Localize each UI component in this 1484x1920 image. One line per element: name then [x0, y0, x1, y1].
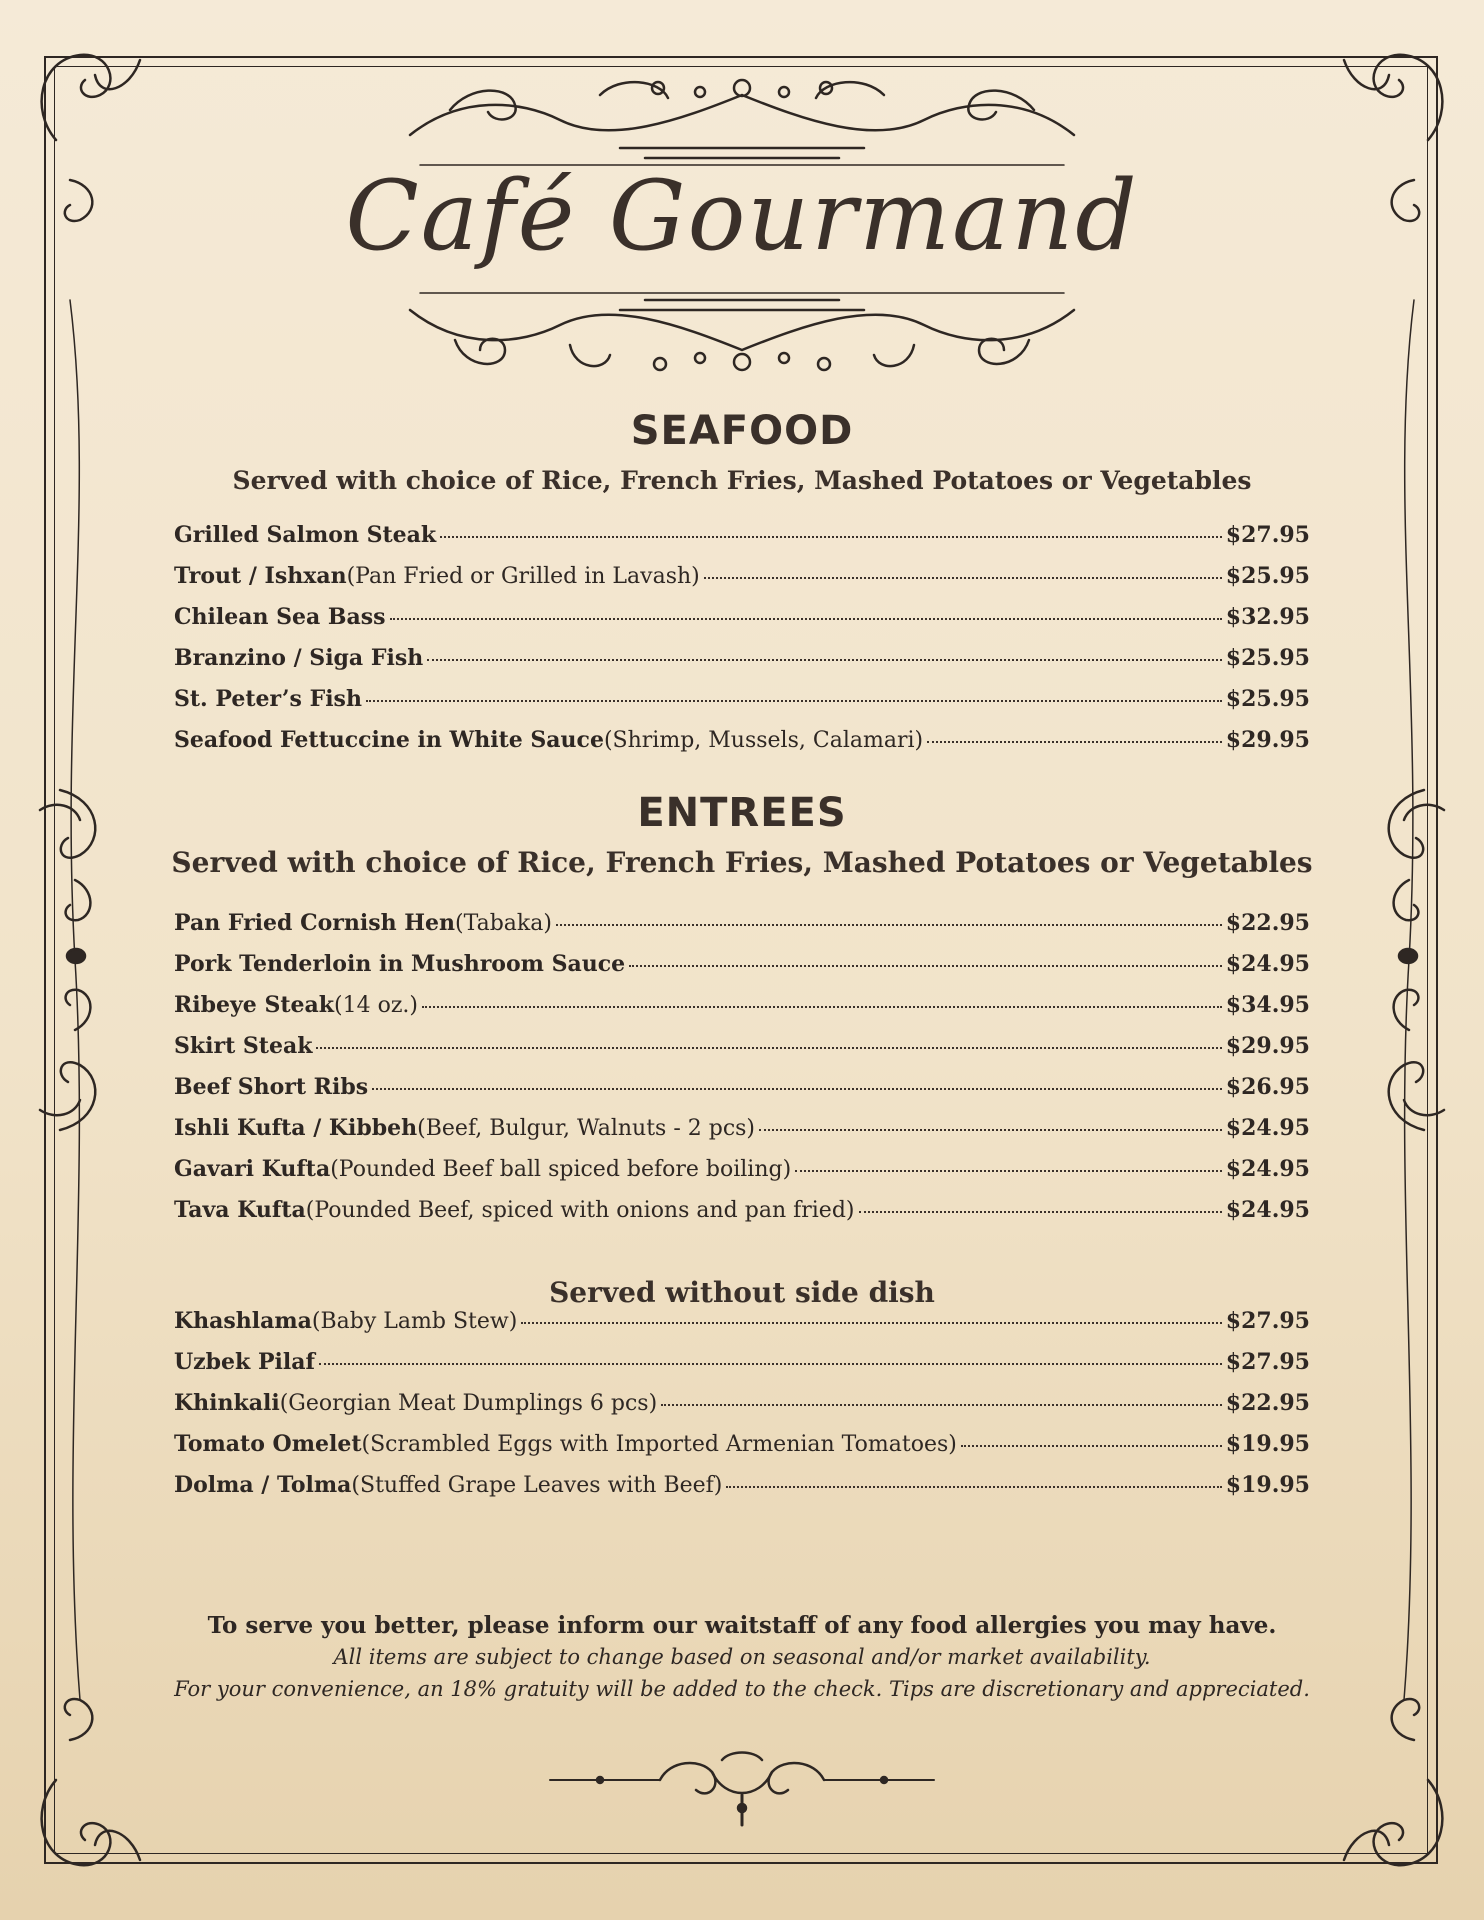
dot-leader	[316, 1047, 1221, 1049]
restaurant-name: Café Gourmand	[345, 160, 1139, 272]
item-price: $24.95	[1225, 951, 1310, 977]
menu-item	[174, 1115, 1310, 1156]
item-price: $27.95	[1225, 522, 1310, 548]
item-price: $26.95	[1225, 1074, 1310, 1100]
item-price: $34.95	[1225, 992, 1310, 1018]
item-price: $29.95	[1225, 727, 1310, 753]
dot-leader	[726, 1486, 1221, 1488]
no-side-menu-list	[174, 1308, 1310, 1513]
item-name: Ribeye Steak	[174, 992, 335, 1018]
item-price: $32.95	[1225, 604, 1310, 630]
menu-item	[174, 1472, 1310, 1513]
item-name: Trout / Ishxan	[174, 563, 347, 589]
menu-item	[174, 563, 1310, 604]
item-name: Branzino / Siga Fish	[174, 645, 424, 671]
item-price: $24.95	[1225, 1156, 1310, 1182]
seafood-subheading: Served with choice of Rice, French Fries, Mashed Potatoes or Vegetables	[232, 466, 1252, 495]
item-name: Khinkali	[174, 1390, 280, 1416]
title-top-flourish	[410, 80, 1074, 165]
menu-item	[174, 1431, 1310, 1472]
dot-leader	[422, 1006, 1222, 1008]
item-name: Seafood Fettuccine in White Sauce	[174, 727, 604, 753]
item-description: (Pounded Beef ball spiced before boiling)	[330, 1157, 792, 1182]
dot-leader	[521, 1322, 1222, 1324]
bottom-divider-ornament	[550, 1753, 934, 1826]
item-description: (Pan Fried or Grilled in Lavash)	[346, 564, 700, 589]
item-name: Beef Short Ribs	[174, 1074, 369, 1100]
title-bottom-flourish	[410, 293, 1074, 370]
corner-flourish-bottom-left	[42, 1699, 140, 1865]
dot-leader	[704, 577, 1222, 579]
menu-item	[174, 1390, 1310, 1431]
menu-item	[174, 604, 1310, 645]
item-price: $24.95	[1225, 1115, 1310, 1141]
dot-leader	[427, 659, 1222, 661]
menu-item	[174, 1156, 1310, 1197]
item-description: (Shrimp, Mussels, Calamari)	[603, 728, 924, 753]
side-flourish-right	[1389, 300, 1444, 1700]
menu-item	[174, 727, 1310, 768]
item-price: $27.95	[1225, 1308, 1310, 1334]
item-name: Tava Kufta	[174, 1197, 306, 1223]
dot-leader	[859, 1211, 1222, 1213]
item-price: $25.95	[1225, 645, 1310, 671]
dot-leader	[927, 741, 1222, 743]
item-name: Khashlama	[174, 1308, 312, 1334]
item-price: $19.95	[1225, 1431, 1310, 1457]
dot-leader	[390, 618, 1222, 620]
dot-leader	[366, 700, 1222, 702]
dot-leader	[440, 536, 1222, 538]
item-name: Ishli Kufta / Kibbeh	[174, 1115, 418, 1141]
item-name: Grilled Salmon Steak	[174, 522, 437, 548]
item-description: (Georgian Meat Dumplings 6 pcs)	[279, 1391, 658, 1416]
menu-item	[174, 522, 1310, 563]
dot-leader	[629, 965, 1222, 967]
item-name: Skirt Steak	[174, 1033, 313, 1059]
no-side-subheading: Served without side dish	[549, 1276, 935, 1309]
menu-item	[174, 1197, 1310, 1238]
dot-leader	[795, 1170, 1222, 1172]
item-description: (Pounded Beef, spiced with onions and pan fried)	[305, 1198, 855, 1223]
item-price: $19.95	[1225, 1472, 1310, 1498]
menu-item	[174, 1308, 1310, 1349]
side-flourish-left	[40, 300, 95, 1700]
item-price: $29.95	[1225, 1033, 1310, 1059]
item-price: $24.95	[1225, 1197, 1310, 1223]
seafood-menu-list	[174, 522, 1310, 768]
item-name: Pan Fried Cornish Hen	[174, 910, 456, 936]
item-name: Pork Tenderloin in Mushroom Sauce	[174, 951, 626, 977]
menu-item	[174, 910, 1310, 951]
entrees-menu-list	[174, 910, 1310, 1238]
item-name: Dolma / Tolma	[174, 1472, 352, 1498]
item-name: Uzbek Pilaf	[174, 1349, 315, 1375]
item-description: (Stuffed Grape Leaves with Beef)	[351, 1473, 723, 1498]
item-price: $25.95	[1225, 563, 1310, 589]
availability-notice: All items are subject to change based on seasonal and/or market availability.	[333, 1645, 1151, 1669]
dot-leader	[556, 924, 1222, 926]
item-price: $27.95	[1225, 1349, 1310, 1375]
menu-item	[174, 645, 1310, 686]
item-price: $25.95	[1225, 686, 1310, 712]
menu-item	[174, 1033, 1310, 1074]
item-name: Tomato Omelet	[174, 1431, 362, 1457]
menu-item	[174, 1349, 1310, 1390]
item-description: (Baby Lamb Stew)	[311, 1309, 518, 1334]
item-description: (Tabaka)	[455, 911, 552, 936]
item-name: St. Peter’s Fish	[174, 686, 362, 712]
item-description: (Scrambled Eggs with Imported Armenian Tomatoes)	[361, 1432, 957, 1457]
allergy-notice: To serve you better, please inform our waitstaff of any food allergies you may have.	[207, 1612, 1277, 1639]
gratuity-notice: For your convenience, an 18% gratuity will be added to the check. Tips are discretionary and appreciated.	[174, 1677, 1310, 1701]
dot-leader	[661, 1404, 1222, 1406]
seafood-heading: SEAFOOD	[630, 408, 854, 454]
corner-flourish-bottom-right	[1344, 1699, 1442, 1865]
dot-leader	[319, 1363, 1222, 1365]
dot-leader	[961, 1445, 1222, 1447]
item-description: (Beef, Bulgur, Walnuts - 2 pcs)	[417, 1116, 756, 1141]
menu-item	[174, 686, 1310, 727]
dot-leader	[372, 1088, 1222, 1090]
menu-item	[174, 992, 1310, 1033]
dot-leader	[759, 1129, 1222, 1131]
menu-item	[174, 951, 1310, 992]
entrees-heading: ENTREES	[637, 790, 847, 836]
item-name: Gavari Kufta	[174, 1156, 331, 1182]
item-name: Chilean Sea Bass	[174, 604, 386, 630]
menu-item	[174, 1074, 1310, 1115]
item-price: $22.95	[1225, 1390, 1310, 1416]
item-price: $22.95	[1225, 910, 1310, 936]
item-description: (14 oz.)	[334, 993, 418, 1018]
entrees-subheading: Served with choice of Rice, French Fries, Mashed Potatoes or Vegetables	[171, 846, 1313, 879]
